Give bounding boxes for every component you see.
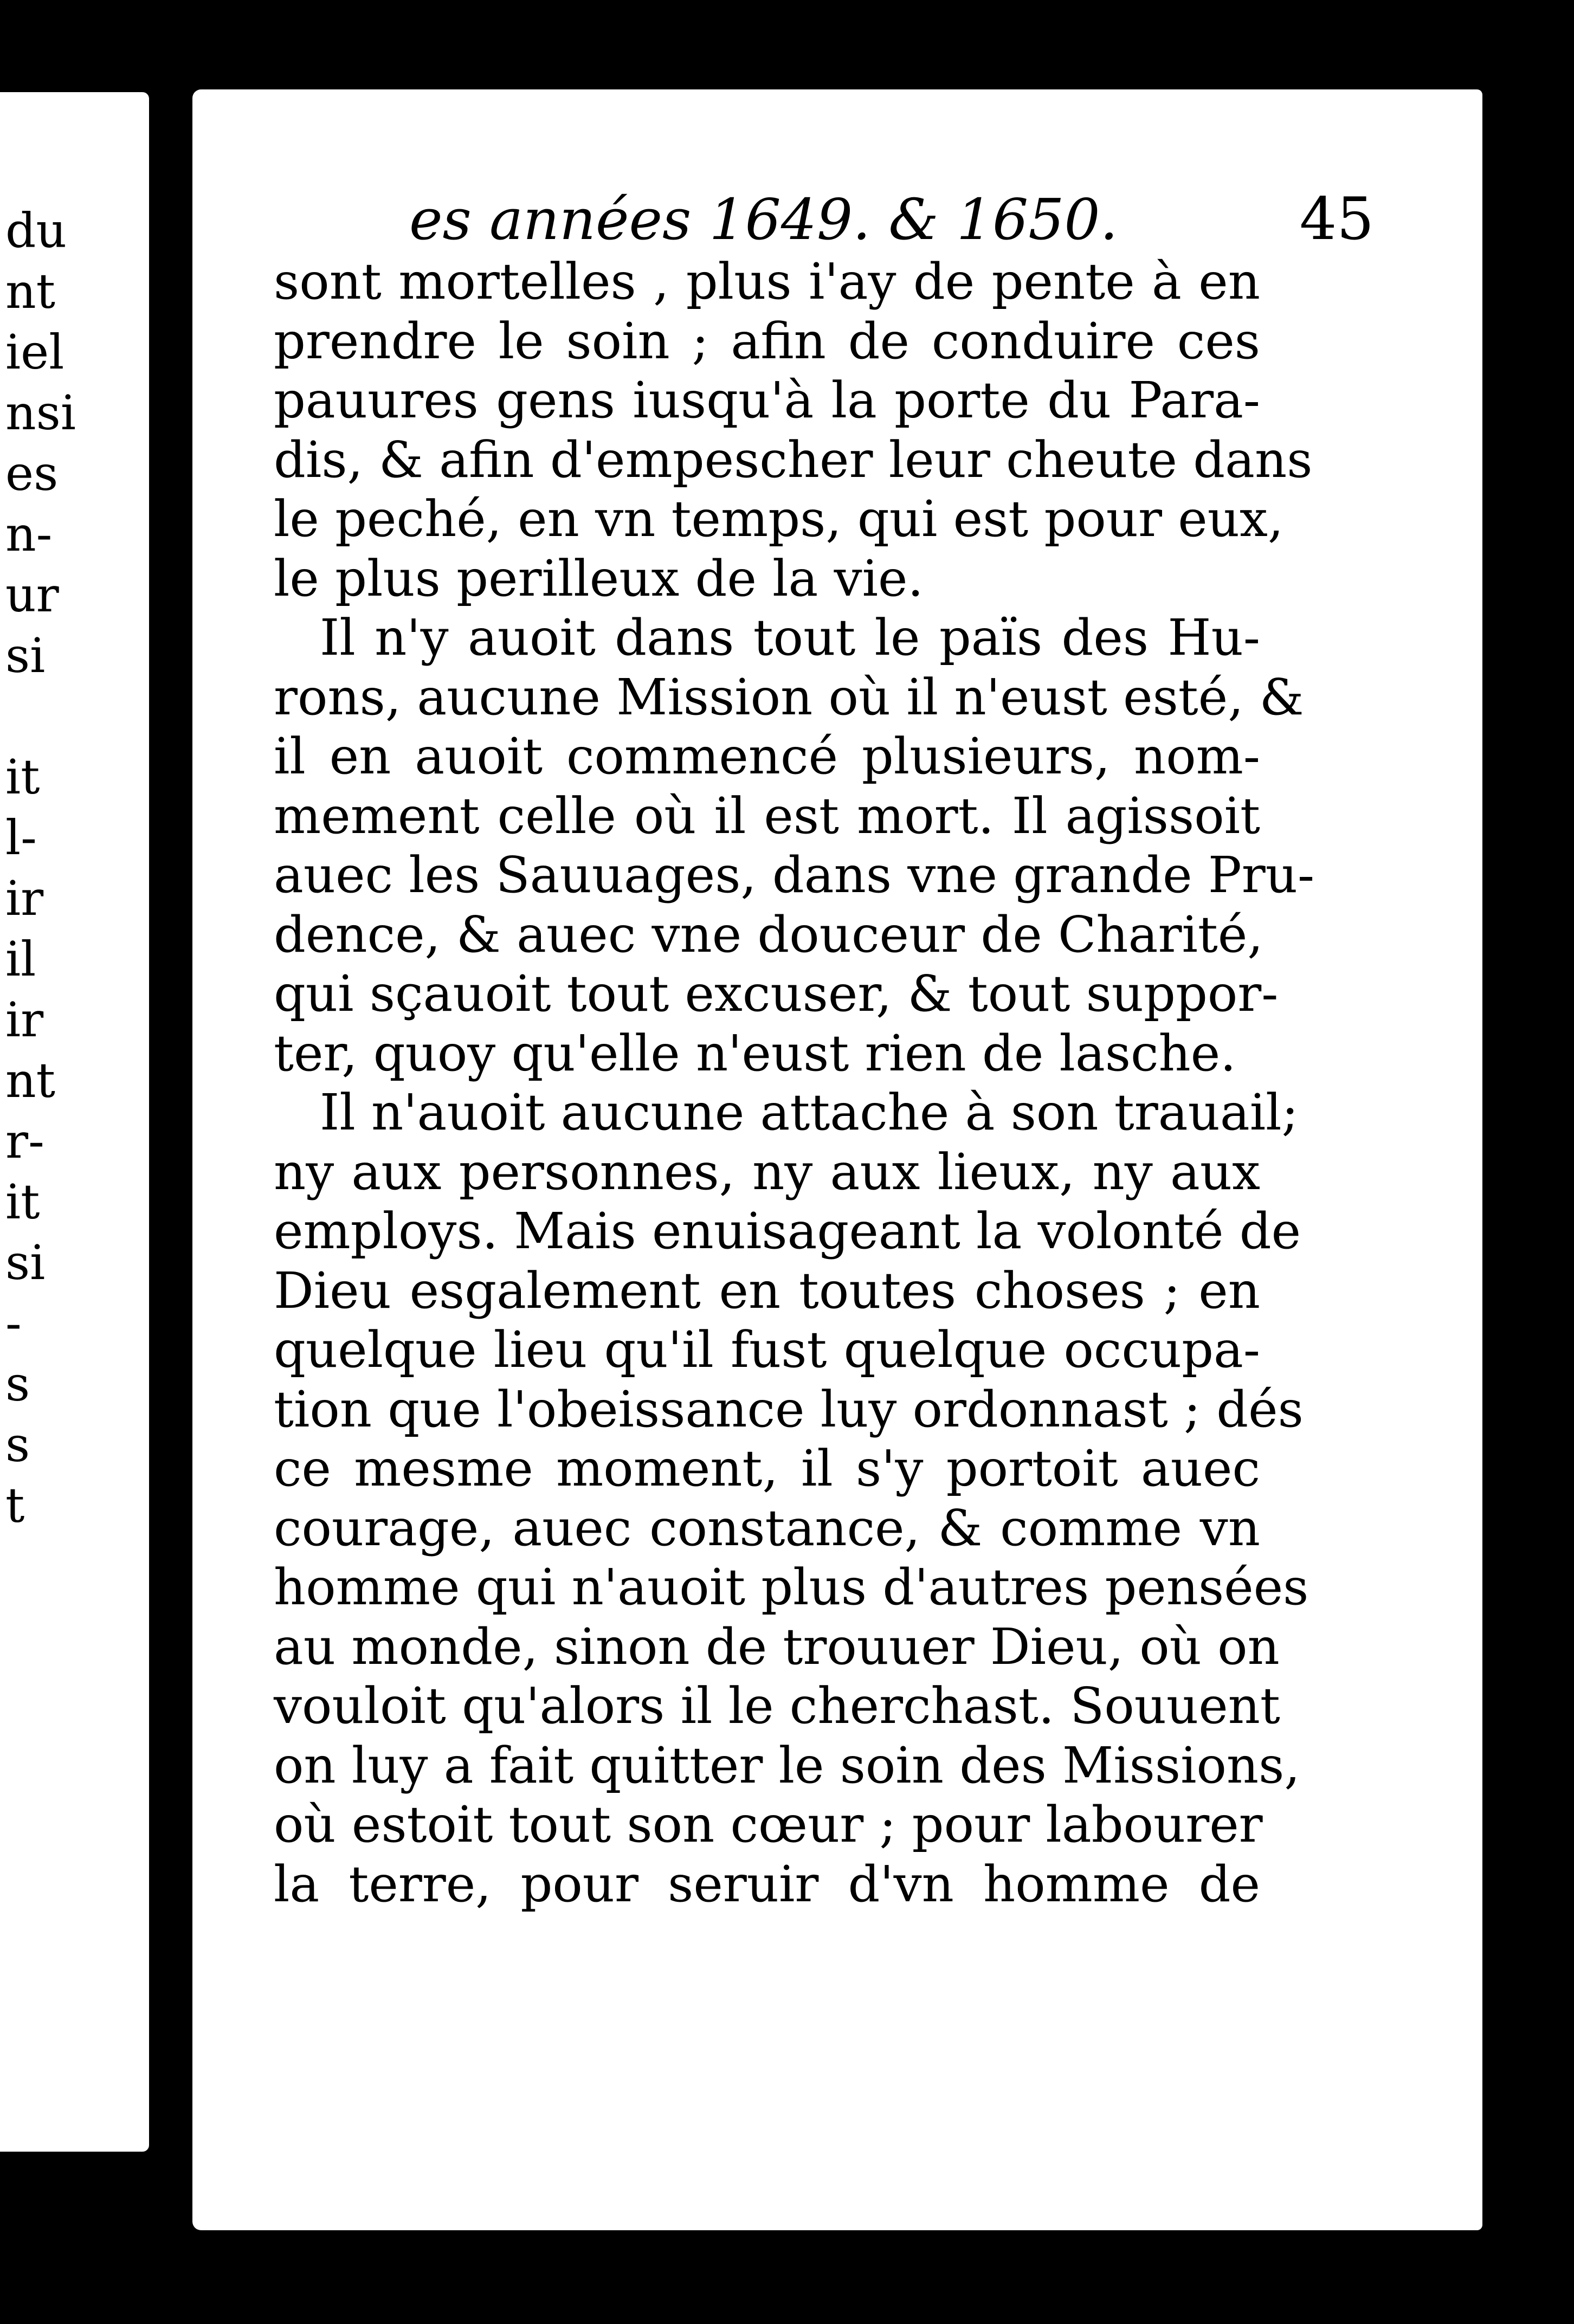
margin-fragment: du: [5, 203, 67, 259]
book-page: [192, 89, 1482, 2230]
text-line: homme qui n'auoit plus d'autres pensées: [274, 1558, 1309, 1616]
text-line: tion que l'obeissance luy ordonnast ; dés: [274, 1380, 1304, 1438]
running-title: es années 1649. & 1650.: [409, 186, 1118, 253]
adjacent-page-strip: [0, 92, 149, 2152]
margin-fragment: es: [5, 446, 59, 501]
margin-fragment: r-: [5, 1113, 44, 1169]
text-line: sont mortelles , plus i'ay de pente à en: [274, 253, 1260, 311]
margin-fragment: [5, 686, 76, 747]
margin-fragment: it: [5, 1174, 40, 1230]
margin-fragment: ir: [5, 992, 44, 1048]
text-line: dence, & auec vne douceur de Charité,: [274, 905, 1263, 964]
margin-fragment: -: [5, 1295, 22, 1351]
text-line: au monde, sinon de trouuer Dieu, où on: [274, 1617, 1280, 1676]
text-line: ny aux personnes, ny aux lieux, ny aux: [274, 1142, 1260, 1201]
margin-fragment: ur: [5, 567, 59, 623]
text-line: la terre, pour seruir d'vn homme de: [274, 1855, 1260, 1913]
text-line: Il n'auoit aucune attache à son trauail;: [320, 1083, 1299, 1141]
margin-fragment: ir: [5, 870, 44, 926]
adjacent-page-text: [5, 201, 76, 1536]
text-line: pauures gens iusqu'à la porte du Para-: [274, 371, 1260, 429]
text-line: courage, auec constance, & comme vn: [274, 1499, 1260, 1557]
page-header: [409, 184, 1374, 255]
text-line: prendre le soin ; afin de conduire ces: [274, 312, 1260, 370]
text-line: où estoit tout son cœur ; pour labourer: [274, 1796, 1263, 1854]
text-line: vouloit qu'alors il le cherchast. Souuent: [274, 1677, 1280, 1735]
page-number: 45: [1299, 185, 1374, 253]
text-line: employs. Mais enuisageant la volonté de: [274, 1202, 1301, 1260]
text-line: Il n'y auoit dans tout le païs des Hu-: [320, 609, 1260, 667]
text-line: quelque lieu qu'il fust quelque occupa-: [274, 1321, 1260, 1379]
text-line: le peché, en vn temps, qui est pour eux,: [274, 490, 1284, 548]
margin-fragment: l-: [5, 810, 37, 866]
text-line: ce mesme moment, il s'y portoit auec: [274, 1439, 1260, 1497]
text-line: auec les Sauuages, dans vne grande Pru-: [274, 846, 1315, 904]
margin-fragment: iel: [5, 324, 64, 380]
margin-fragment: nt: [5, 1053, 56, 1108]
text-line: on luy a fait quitter le soin des Missions,: [274, 1736, 1300, 1794]
margin-fragment: si: [5, 1235, 46, 1290]
margin-fragment: it: [5, 749, 40, 805]
text-line: rons, aucune Mission où il n'eust esté, &: [274, 668, 1304, 726]
text-line: le plus perilleux de la vie.: [274, 549, 924, 608]
text-line: mement celle où il est mort. Il agissoit: [274, 786, 1260, 845]
margin-fragment: nt: [5, 263, 56, 319]
margin-fragment: n-: [5, 506, 53, 562]
text-line: il en auoit commencé plusieurs, nom-: [274, 727, 1260, 785]
margin-fragment: s: [5, 1356, 30, 1412]
text-line: ter, quoy qu'elle n'eust rien de lasche.: [274, 1024, 1236, 1082]
margin-fragment: s: [5, 1417, 30, 1473]
text-line: qui sçauoit tout excuser, & tout suppor-: [274, 965, 1279, 1023]
body-text: [274, 252, 1315, 1914]
margin-fragment: t: [5, 1477, 25, 1533]
text-line: dis, & afin d'empescher leur cheute dans: [274, 430, 1313, 489]
text-line: Dieu esgalement en toutes choses ; en: [274, 1261, 1260, 1320]
margin-fragment: si: [5, 628, 46, 683]
margin-fragment: nsi: [5, 385, 76, 441]
margin-fragment: il: [5, 931, 36, 987]
